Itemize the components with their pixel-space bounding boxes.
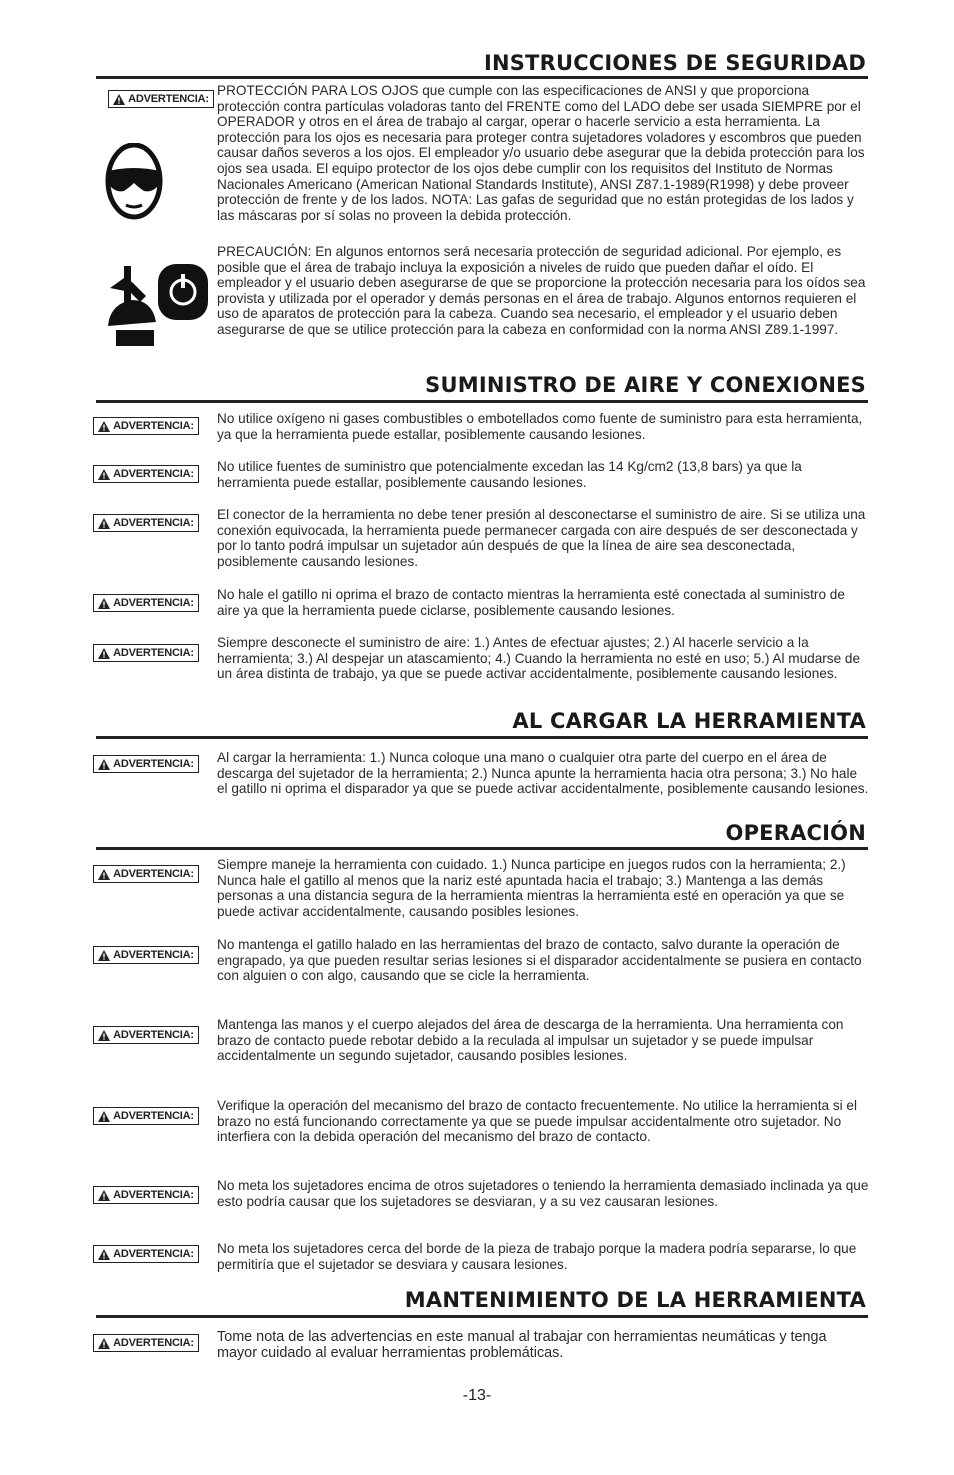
text-aire-5: Siempre desconecte el suministro de aire: 1.) Antes de efectuar ajustes; 2.) Al hacerle servicio a la herramienta; 3.) Al despejar un atascamiento; 4.) Cuando la herramienta no esté en uso; 5.) Al mudarse de un área distinta de trabajo, ya que se puede activar accidentalmente, posiblemente causando lesiones.	[217, 635, 861, 682]
warning-label: ADVERTENCIA:	[113, 1337, 194, 1349]
warning-triangle-icon	[98, 1190, 110, 1201]
warning-badge	[93, 514, 199, 532]
warning-label: ADVERTENCIA:	[113, 468, 194, 480]
text-mantenimiento-1: Tome nota de las advertencias en este manual al trabajar con herramientas neumáticas y tenga mayor cuidado al evaluar herramientas problemáticas.	[217, 1329, 827, 1361]
warning-label: ADVERTENCIA:	[113, 949, 194, 961]
hearing-and-head-protection-icon	[100, 260, 210, 350]
section-rule	[96, 1315, 868, 1318]
warning-badge	[93, 1245, 199, 1263]
warning-triangle-icon	[113, 94, 125, 105]
warning-label: ADVERTENCIA:	[113, 647, 194, 659]
warning-triangle-icon	[98, 869, 110, 880]
section-rule	[96, 736, 868, 739]
warning-label: ADVERTENCIA:	[113, 517, 194, 529]
warning-badge	[93, 644, 199, 662]
warning-label: ADVERTENCIA:	[128, 93, 209, 105]
warning-label: ADVERTENCIA:	[113, 597, 194, 609]
section-title-cargar: AL CARGAR LA HERRAMIENTA	[512, 709, 866, 733]
text-cargar-1: Al cargar la herramienta: 1.) Nunca coloque una mano o cualquier otra parte del cuerpo en el área de descarga del sujetador de la herramienta; 2.) Nunca apunte la herramienta hacia otra persona; 3.) No hale el gatillo ni oprima el disparador ya que se puede activar accidentalmente, posiblemente causando lesiones.	[217, 750, 869, 797]
warning-triangle-icon	[98, 1030, 110, 1041]
text-proteccion-ojos: PROTECCIÓN PARA LOS OJOS que cumple con las especificaciones de ANSI y que proporciona protección contra partículas voladoras tanto del FRENTE como del LADO debe ser usada SIEMPRE por el OPERADOR y otros en el área de trabajo al cargar, operar o hacerle servicio a esta herramienta. La protección para los ojos es necesaria para proteger contra sujetadores voladores y escombros que pueden causar daños severos a los ojos. El empleador y/o usuario debe asegurar que la debida protección para los ojos sea usada. El equipo protector de los ojos debe cumplir con los requisitos del Instituto de Normas Nacionales Americano (American National Standards Institute), ANSI Z87.1-1989(R1998) y debe proveer protección de frente y de los lados. NOTA: Las gafas de seguridad que no están protegidas de los lados y las máscaras por sí solas no proveen la debida protección.	[217, 83, 865, 223]
warning-badge	[93, 865, 199, 883]
warning-triangle-icon	[98, 759, 110, 770]
section-title-operacion: OPERACIÓN	[725, 821, 866, 845]
warning-label: ADVERTENCIA:	[113, 1189, 194, 1201]
section-title-aire: SUMINISTRO DE AIRE Y CONEXIONES	[425, 373, 866, 397]
text-precaucion: PRECAUCIÓN: En algunos entornos será necesaria protección de seguridad adicional. Por ejemplo, es posible que el área de trabajo incluya la exposición a niveles de ruido que pueden dañar el oído. El empleador y el usuario deben asegurarse de que se proporcione la protección necesaria para los oídos sea provista y utilizada por el operador y demás personas en el área de trabajo. Algunos entornos requieren el uso de aparatos de protección para la cabeza. Cuando sea necesario, el empleador y el usuario deben asegurarse de que se utilice protección para la cabeza en conformidad con la norma ANSI Z89.1-1997.	[217, 244, 866, 337]
safety-goggles-icon	[104, 143, 164, 221]
text-operacion-2: No mantenga el gatillo halado en las herramientas del brazo de contacto, salvo durante la operación de engrapado, ya que pueden resultar serias lesiones si el disparador accidentalmente se pusiera en contacto con alguien o con algo, causando que se cicle la herramienta.	[217, 937, 862, 984]
text-operacion-4: Verifique la operación del mecanismo del brazo de contacto frecuentemente. No utilice la herramienta si el brazo no está funcionando correctamente ya que se puede impulsar accidentalmente otro sujetador. No interfiera con la debida operación del mecanismo del brazo de contacto.	[217, 1098, 858, 1145]
warning-triangle-icon	[98, 598, 110, 609]
warning-badge	[93, 1107, 199, 1125]
warning-triangle-icon	[98, 518, 110, 529]
warning-badge	[93, 594, 199, 612]
warning-label: ADVERTENCIA:	[113, 868, 194, 880]
warning-badge	[93, 1026, 199, 1044]
warning-triangle-icon	[98, 469, 110, 480]
warning-badge	[93, 465, 199, 483]
warning-badge	[93, 946, 199, 964]
text-operacion-1: Siempre maneje la herramienta con cuidado. 1.) Nunca participe en juegos rudos con la herramienta; 2.) Nunca hale el gatillo al menos que la nariz esté apuntada hacia el trabajo; 3.) Mantenga a las demás personas a una distancia segura de la herramienta mientras la herramienta esté en operación ya que se puede activar accidentalmente, causando posibles lesiones.	[217, 857, 846, 919]
warning-triangle-icon	[98, 950, 110, 961]
text-operacion-3: Mantenga las manos y el cuerpo alejados del área de descarga de la herramienta. Una herramienta con brazo de contacto puede rebotar debido a la reculada al impulsar un sujetador y se puede impulsar accidentalmente un segundo sujetador, causando posibles lesiones.	[217, 1017, 844, 1064]
warning-label: ADVERTENCIA:	[113, 1110, 194, 1122]
section-rule	[96, 847, 868, 850]
section-title-seguridad: INSTRUCCIONES DE SEGURIDAD	[483, 51, 866, 75]
text-aire-3: El conector de la herramienta no debe tener presión al desconectarse el suministro de aire. Si se utiliza una conexión equivocada, la herramienta puede permanecer cargada con aire después de ser desconectada y por lo tanto podrá impulsar un sujetador aún después de que la línea de aire sea desconectada, posiblemente causando lesiones.	[217, 507, 866, 569]
warning-triangle-icon	[98, 421, 110, 432]
text-operacion-5: No meta los sujetadores encima de otros sujetadores o teniendo la herramienta demasiado inclinada ya que esto podría causar que los sujetadores se desviaran, y a su vez causaran lesiones.	[217, 1178, 869, 1209]
text-aire-4: No hale el gatillo ni oprima el brazo de contacto mientras la herramienta esté conectada al suministro de aire ya que la herramienta puede ciclarse, posiblemente causando lesiones.	[217, 587, 845, 618]
text-aire-2: No utilice fuentes de suministro que potencialmente excedan las 14 Kg/cm2 (13,8 bars) ya que la herramienta puede estallar, posiblemente causando lesiones.	[217, 459, 802, 490]
warning-triangle-icon	[98, 1338, 110, 1349]
page-number: -13-	[462, 1387, 492, 1404]
section-rule	[96, 400, 868, 403]
text-aire-1: No utilice oxígeno ni gases combustibles o embotellados como fuente de suministro para esta herramienta, ya que la herramienta puede estallar, posiblemente causando lesiones.	[217, 411, 863, 442]
warning-badge	[108, 90, 214, 108]
warning-label: ADVERTENCIA:	[113, 1029, 194, 1041]
warning-badge	[93, 1186, 199, 1204]
warning-badge	[93, 755, 199, 773]
warning-triangle-icon	[98, 1111, 110, 1122]
warning-badge	[93, 417, 199, 435]
warning-label: ADVERTENCIA:	[113, 1248, 194, 1260]
warning-triangle-icon	[98, 1249, 110, 1260]
warning-label: ADVERTENCIA:	[113, 758, 194, 770]
section-title-mantenimiento: MANTENIMIENTO DE LA HERRAMIENTA	[404, 1288, 866, 1312]
warning-triangle-icon	[98, 648, 110, 659]
warning-badge	[93, 1334, 199, 1352]
section-rule	[96, 76, 868, 79]
warning-label: ADVERTENCIA:	[113, 420, 194, 432]
text-operacion-6: No meta los sujetadores cerca del borde de la pieza de trabajo porque la madera podría separarse, lo que permitiría que el sujetador se desviara y causara lesiones.	[217, 1241, 857, 1272]
